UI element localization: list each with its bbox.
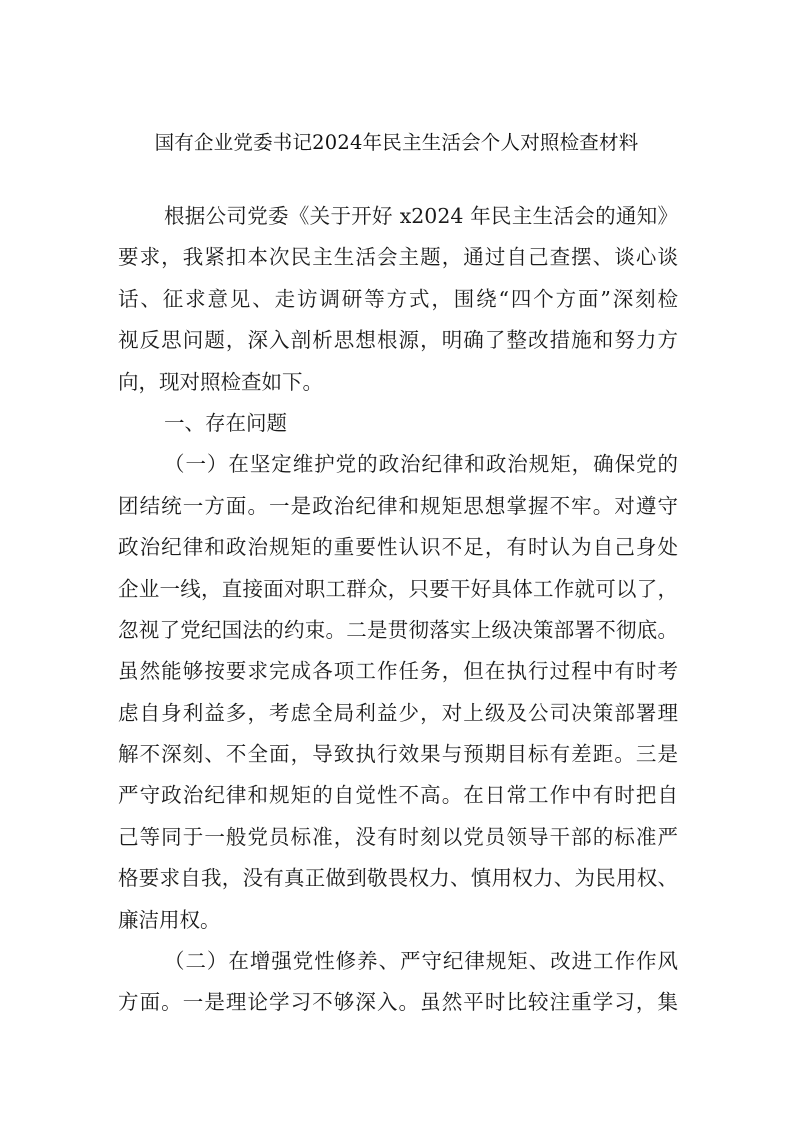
document-body <box>118 196 678 1024</box>
document-title: 国有企业党委书记2024年民主生活会个人对照检查材料 <box>154 131 639 154</box>
body-line: 虽然能够按要求完成各项工作任务，但在执行过程中有时考 <box>118 659 678 684</box>
body-line: 一、存在问题 <box>164 410 287 435</box>
body-line: 根据公司党委《关于开好 x2024 年民主生活会的通知》 <box>164 204 678 228</box>
body-line: 忽视了党纪国法的约束。二是贯彻落实上级决策部署不彻底。 <box>118 617 678 642</box>
body-line: 虑自身利益多，考虑全局利益少，对上级及公司决策部署理 <box>118 700 678 725</box>
body-line: 己等同于一般党员标准，没有时刻以党员领导干部的标准严 <box>118 824 678 849</box>
body-line: （一）在坚定维护党的政治纪律和政治规矩，确保党的 <box>164 452 678 477</box>
body-line: 话、征求意见、走访调研等方式，围绕“四个方面”深刻检 <box>118 286 678 311</box>
body-line: 廉洁用权。 <box>118 907 221 932</box>
body-line: （二）在增强党性修养、严守纪律规矩、改进工作作风 <box>164 949 678 974</box>
body-line: 企业一线，直接面对职工群众，只要干好具体工作就可以了， <box>118 576 678 601</box>
body-line: 政治纪律和政治规矩的重要性认识不足，有时认为自己身处 <box>118 535 678 560</box>
body-line: 严守政治纪律和规矩的自觉性不高。在日常工作中有时把自 <box>118 783 678 808</box>
body-line: 要求，我紧扣本次民主生活会主题，通过自己查摆、谈心谈 <box>118 245 678 270</box>
body-line: 方面。一是理论学习不够深入。虽然平时比较注重学习，集 <box>118 990 678 1015</box>
body-line: 格要求自我，没有真正做到敬畏权力、慎用权力、为民用权、 <box>118 866 678 891</box>
body-line: 团结统一方面。一是政治纪律和规矩思想掌握不牢。对遵守 <box>118 493 678 518</box>
body-line: 向，现对照检查如下。 <box>118 369 323 394</box>
body-line: 解不深刻、不全面，导致执行效果与预期目标有差距。三是 <box>118 742 678 767</box>
body-line: 视反思问题，深入剖析思想根源，明确了整改措施和努力方 <box>118 328 678 353</box>
